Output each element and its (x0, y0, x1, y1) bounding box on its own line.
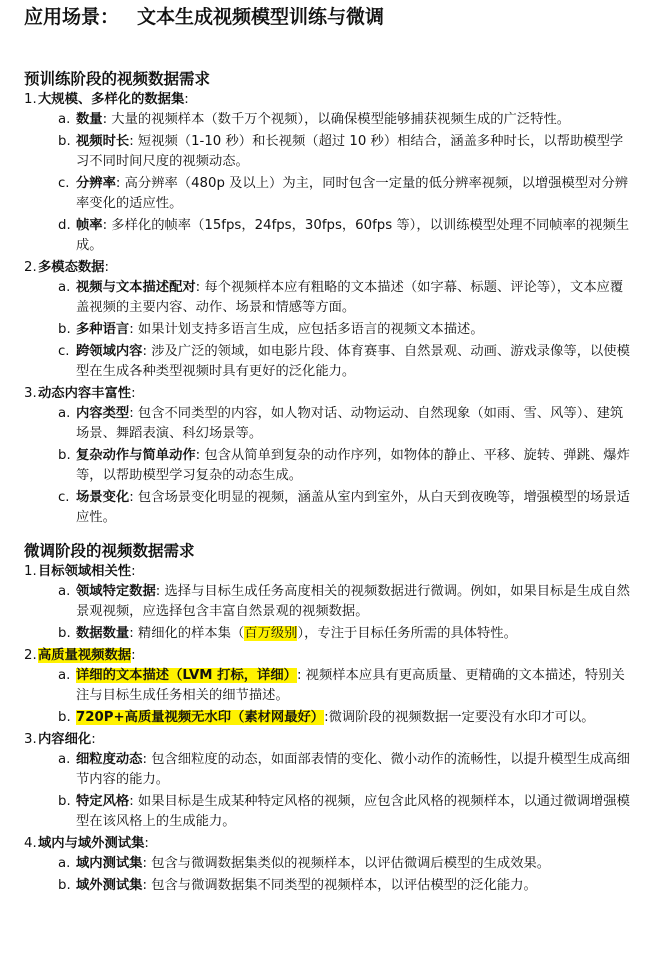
sub-item (58, 792, 639, 832)
sub-term-highlighted: 详细的文本描述（LVM 打标，详细） (76, 668, 297, 683)
sub-text: : 多样化的帧率（15fps，24fps，30fps，60fps 等），以训练模型处理不同帧率的视频生成。 (76, 218, 630, 253)
list-item (24, 646, 639, 728)
item-label: 多模态数据 (38, 260, 105, 275)
sub-letter: b. (58, 878, 71, 893)
sub-list (24, 854, 639, 896)
item-number: 4. (24, 836, 37, 851)
sub-item (58, 404, 639, 444)
sub-term: 复杂动作与简单动作 (76, 448, 196, 463)
list-item (24, 834, 639, 896)
item-label: 内容细化 (38, 732, 92, 747)
sub-term-highlighted: 720P+高质量视频无水印（素材网最好） (76, 710, 325, 725)
sub-letter: d. (58, 218, 71, 233)
sub-item (58, 708, 639, 728)
requirement-list (24, 562, 639, 896)
sub-item (58, 174, 639, 214)
sub-letter: a. (58, 112, 71, 127)
sub-letter: b. (58, 794, 71, 809)
sub-term: 视频时长 (76, 134, 130, 149)
item-label: 大规模、多样化的数据集 (38, 92, 185, 107)
item-number: 1. (24, 92, 37, 107)
item-number: 3. (24, 386, 37, 401)
list-item (24, 258, 639, 382)
sub-text: : 包含与微调数据集类似的视频样本，以评估微调后模型的生成效果。 (142, 856, 551, 871)
list-item (24, 90, 639, 256)
sub-text: : 选择与目标生成任务高度相关的视频数据进行微调。例如，如果目标是生成自然景观视频，应选择包含丰富自然景观的视频数据。 (76, 584, 630, 619)
sub-item (58, 876, 639, 896)
section-heading: 微调阶段的视频数据需求 (24, 542, 195, 560)
sub-item (58, 320, 639, 340)
item-label-highlighted: 高质量视频数据 (38, 648, 132, 663)
sub-term: 领域特定数据 (76, 584, 156, 599)
sub-text: : 高分辨率（480p 及以上）为主，同时包含一定量的低分辨率视频，以增强模型对分辨率变化的适应性。 (76, 176, 629, 211)
sub-text: : 短视频（1-10 秒）和长视频（超过 10 秒）相结合，涵盖多种时长，以帮助模型学习不同时间尺度的视频动态。 (76, 134, 624, 169)
sub-letter: a. (58, 668, 71, 683)
sub-text: : 每个视频样本应有粗略的文本描述（如字幕、标题、评论等），文本应覆盖视频的主要内容、动作、场景和情感等方面。 (76, 280, 624, 315)
sub-letter: a. (58, 856, 71, 871)
item-label: 动态内容丰富性 (38, 386, 132, 401)
title-right: 文本生成视频模型训练与微调 (137, 6, 385, 28)
item-label: 目标领域相关性 (38, 564, 132, 579)
item-label: 域内与域外测试集 (38, 836, 145, 851)
item-number: 2. (24, 648, 37, 663)
sub-list (24, 582, 639, 644)
list-item (24, 730, 639, 832)
sub-term: 内容类型 (76, 406, 130, 421)
sub-term: 细粒度动态 (76, 752, 143, 767)
sub-item (58, 446, 639, 486)
sub-text: : 如果计划支持多语言生成，应包括多语言的视频文本描述。 (129, 322, 484, 337)
sub-list (24, 666, 639, 728)
label-colon: : (184, 92, 189, 107)
section-finetuning (24, 530, 639, 896)
sub-letter: a. (58, 280, 71, 295)
sub-text-after: ），专注于目标任务所需的具体特性。 (297, 626, 517, 641)
sub-term: 特定风格 (76, 794, 130, 809)
item-number: 1. (24, 564, 37, 579)
sub-term: 跨领域内容 (76, 344, 143, 359)
sub-letter: c. (58, 490, 70, 505)
sub-letter: a. (58, 406, 71, 421)
sub-item (58, 342, 639, 382)
list-item (24, 384, 639, 528)
sub-letter: a. (58, 584, 71, 599)
requirement-list (24, 90, 639, 528)
section-heading: 预训练阶段的视频数据需求 (24, 70, 211, 88)
sub-item (58, 132, 639, 172)
sub-text: : 包含从简单到复杂的动作序列，如物体的静止、平移、旋转、弹跳、爆炸等，以帮助模型学习复杂的动态生成。 (76, 448, 630, 483)
sub-term: 分辨率 (76, 176, 116, 191)
sub-item (58, 666, 639, 706)
highlighted-text: 百万级别 (244, 626, 298, 641)
sub-item (58, 854, 639, 874)
sub-list (24, 750, 639, 832)
sub-item (58, 488, 639, 528)
sub-text: : 如果目标是生成某种特定风格的视频，应包含此风格的视频样本，以通过微调增强模型在该风格上的生成能力。 (76, 794, 630, 829)
sub-text: : 视频样本应具有更高质量、更精确的文本描述，特别关注与目标生成任务相关的细节描述。 (76, 668, 625, 703)
sub-text-before: : 精细化的样本集（ (129, 626, 245, 641)
title-left: 应用场景： (24, 6, 120, 28)
label-colon: : (131, 564, 136, 579)
sub-item (58, 750, 639, 790)
sub-letter: b. (58, 322, 71, 337)
sub-term: 域外测试集 (76, 878, 143, 893)
sub-letter: c. (58, 176, 70, 191)
sub-text: : 包含场景变化明显的视频，涵盖从室内到室外，从白天到夜晚等，增强模型的场景适应性。 (76, 490, 630, 525)
sub-item (58, 110, 639, 130)
sub-term: 多种语言 (76, 322, 130, 337)
sub-term: 数据数量 (76, 626, 130, 641)
item-number: 2. (24, 260, 37, 275)
sub-item (58, 624, 639, 644)
sub-text: : 包含与微调数据集不同类型的视频样本，以评估模型的泛化能力。 (142, 878, 537, 893)
sub-text: : 大量的视频样本（数千万个视频），以确保模型能够捕获视频生成的广泛特性。 (102, 112, 571, 127)
page-title (24, 0, 639, 42)
sub-term: 视频与文本描述配对 (76, 280, 196, 295)
sub-text: : 涉及广泛的领域，如电影片段、体育赛事、自然景观、动画、游戏录像等，以使模型在生成各种类型视频时具有更好的泛化能力。 (76, 344, 630, 379)
item-number: 3. (24, 732, 37, 747)
sub-term: 场景变化 (76, 490, 130, 505)
label-colon: : (131, 386, 136, 401)
sub-list (24, 404, 639, 528)
sub-text: : 包含细粒度的动态，如面部表情的变化、微小动作的流畅性，以提升模型生成高细节内容的能力。 (76, 752, 630, 787)
section-pretraining (24, 42, 639, 528)
sub-list (24, 110, 639, 256)
sub-term: 帧率 (76, 218, 103, 233)
label-colon: : (144, 836, 149, 851)
sub-letter: b. (58, 626, 71, 641)
sub-letter: a. (58, 752, 71, 767)
sub-item (58, 278, 639, 318)
sub-letter: c. (58, 344, 70, 359)
label-colon: : (91, 732, 96, 747)
sub-term: 数量 (76, 112, 103, 127)
sub-letter: b. (58, 710, 71, 725)
sub-text: : 包含不同类型的内容，如人物对话、动物运动、自然现象（如雨、雪、风等）、建筑场景、舞蹈表演、科幻场景等。 (76, 406, 624, 441)
sub-text: :微调阶段的视频数据一定要没有水印才可以。 (324, 710, 595, 725)
sub-term: 域内测试集 (76, 856, 143, 871)
sub-letter: b. (58, 448, 71, 463)
sub-list (24, 278, 639, 382)
sub-item (58, 216, 639, 256)
sub-letter: b. (58, 134, 71, 149)
label-colon: : (104, 260, 109, 275)
sub-item (58, 582, 639, 622)
list-item (24, 562, 639, 644)
label-colon: : (131, 648, 136, 663)
